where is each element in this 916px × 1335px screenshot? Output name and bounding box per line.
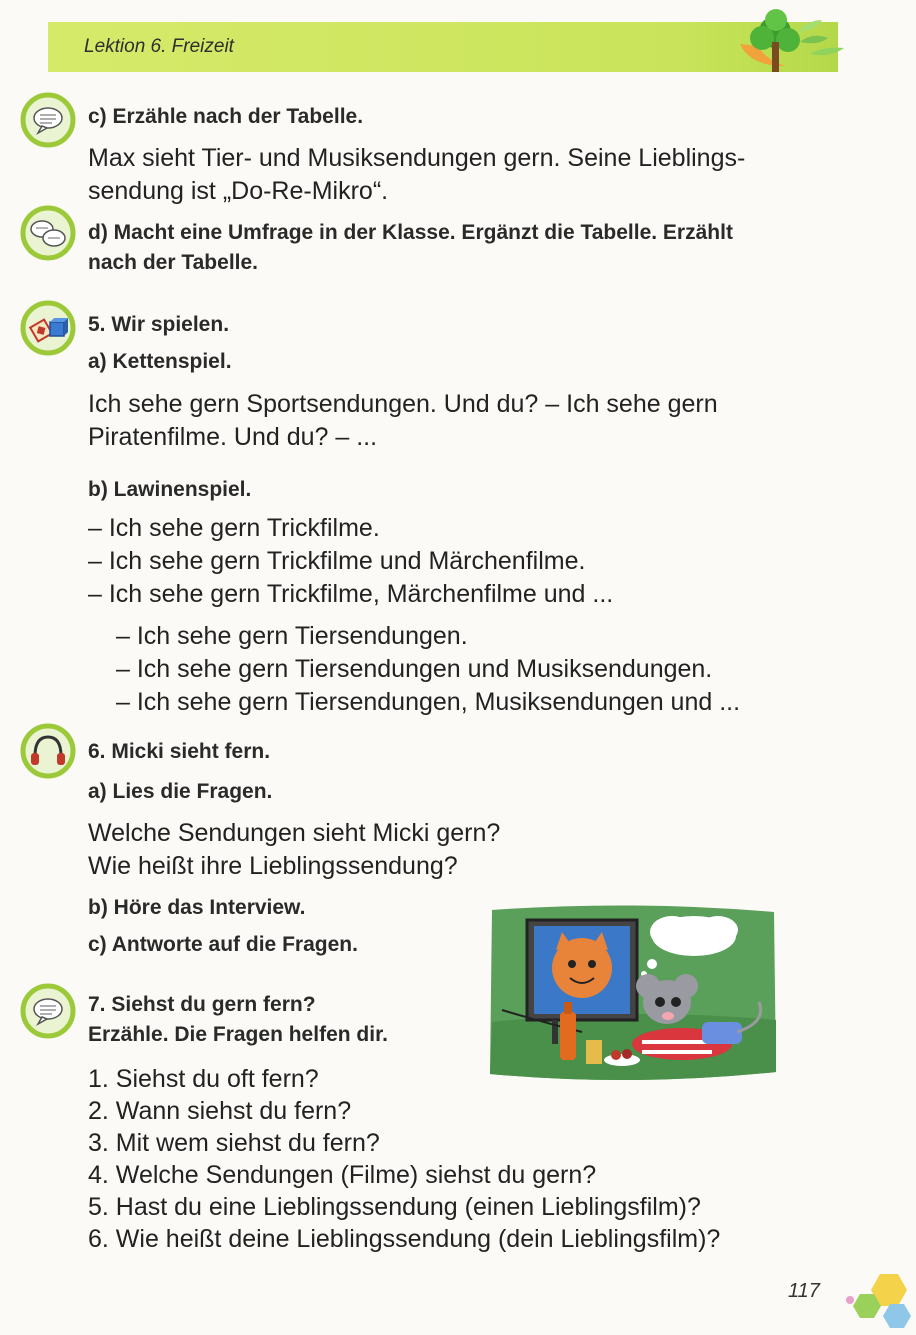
list-item: – Ich sehe gern Trickfilme, Märchenfilme und ...: [88, 580, 614, 608]
tree-icon: [730, 4, 855, 79]
headphones-icon: [20, 723, 76, 779]
ex6a-text-line1: Welche Sendungen sieht Micki gern?: [88, 819, 501, 847]
ex6a-heading: a) Lies die Fragen.: [88, 780, 273, 803]
ex4c-text-line1: Max sieht Tier- und Musiksendungen gern. Seine Lieblings-: [88, 144, 746, 172]
lesson-header: [48, 22, 838, 72]
ex5-heading: 5. Wir spielen.: [88, 313, 230, 336]
ex6c-heading: c) Antworte auf die Fragen.: [88, 933, 358, 956]
list-item: 1. Siehst du oft fern?: [88, 1065, 319, 1093]
list-item: 6. Wie heißt deine Lieblingssendung (dein Lieblingsfilm)?: [88, 1225, 721, 1253]
ex5a-heading: a) Kettenspiel.: [88, 350, 232, 373]
dialogue-bubbles-icon: [20, 205, 76, 261]
ex6a-text-line2: Wie heißt ihre Lieblingssendung?: [88, 852, 458, 880]
ex7-heading-line2: Erzähle. Die Fragen helfen dir.: [88, 1023, 388, 1046]
mouse-watching-tv-illustration: [482, 902, 782, 1087]
list-item: – Ich sehe gern Tiersendungen und Musiksendungen.: [116, 655, 713, 683]
list-item: 5. Hast du eine Lieblingssendung (einen Lieblingsfilm)?: [88, 1193, 701, 1221]
ex5b-heading: b) Lawinenspiel.: [88, 478, 252, 501]
hexagon-decoration-icon: [840, 1270, 916, 1334]
ex4d-heading-line2: nach der Tabelle.: [88, 251, 258, 274]
list-item: 4. Welche Sendungen (Filme) siehst du gern?: [88, 1161, 597, 1189]
list-item: – Ich sehe gern Trickfilme und Märchenfilme.: [88, 547, 586, 575]
ex6-heading: 6. Micki sieht fern.: [88, 740, 271, 763]
ex4d-heading-line1: d) Macht eine Umfrage in der Klasse. Ergänzt die Tabelle. Erzählt: [88, 221, 733, 244]
list-item: 3. Mit wem siehst du fern?: [88, 1129, 380, 1157]
speech-bubble-icon: [20, 92, 76, 148]
ex5a-text-line1: Ich sehe gern Sportsendungen. Und du? – Ich sehe gern: [88, 390, 718, 418]
ex4c-heading: c) Erzähle nach der Tabelle.: [88, 105, 364, 128]
list-item: 2. Wann siehst du fern?: [88, 1097, 352, 1125]
ex4c-text-line2: sendung ist „Do-Re-Mikro“.: [88, 177, 389, 205]
list-item: – Ich sehe gern Tiersendungen.: [116, 622, 468, 650]
list-item: – Ich sehe gern Tiersendungen, Musiksendungen und ...: [116, 688, 741, 716]
list-item: – Ich sehe gern Trickfilme.: [88, 514, 380, 542]
page-number: 117: [788, 1280, 820, 1302]
game-cubes-icon: [20, 300, 76, 356]
lesson-title: Lektion 6. Freizeit: [84, 36, 234, 57]
ex6b-heading: b) Höre das Interview.: [88, 896, 306, 919]
speech-bubble-icon: [20, 983, 76, 1039]
ex7-heading-line1: 7. Siehst du gern fern?: [88, 993, 316, 1016]
ex5a-text-line2: Piratenfilme. Und du? – ...: [88, 423, 378, 451]
